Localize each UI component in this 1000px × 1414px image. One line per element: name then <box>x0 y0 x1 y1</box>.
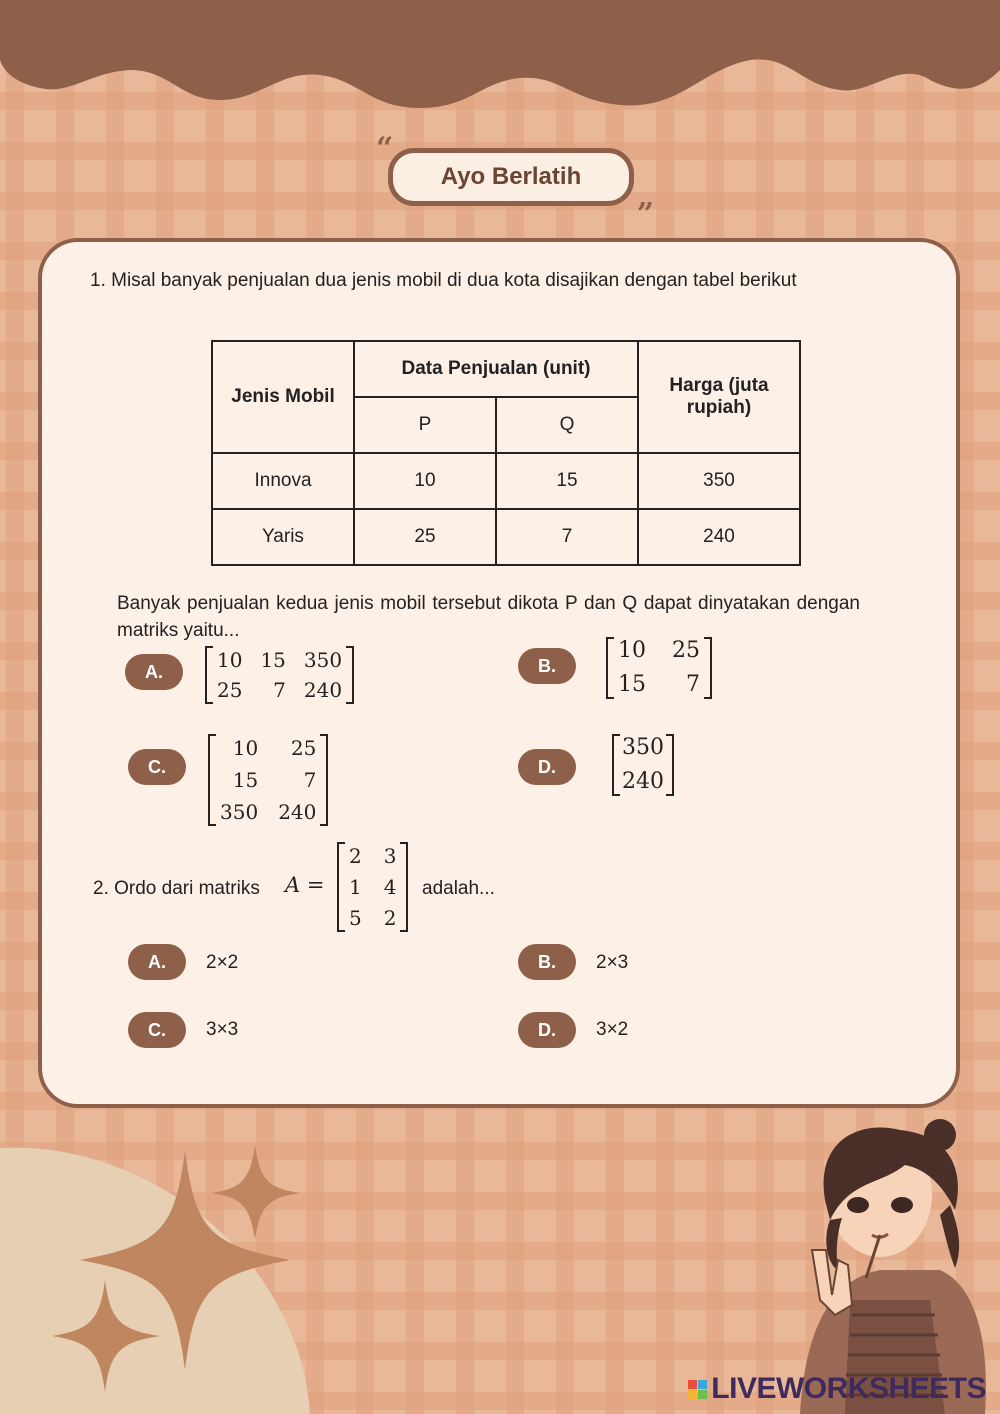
bottom-decoration <box>0 1100 1000 1414</box>
q2-option-b-text[interactable]: 2×3 <box>596 952 629 973</box>
liveworksheets-icon <box>688 1380 707 1399</box>
matrix-entry: 5 <box>349 906 362 930</box>
open-quote-icon: “ <box>376 131 394 166</box>
question-1-prompt: Banyak penjualan kedua jenis mobil tersebut dikota P dan Q dapat dinyatakan dengan matriks yaitu... <box>117 593 860 641</box>
matrix-a-symbol: A = <box>285 873 325 897</box>
matrix-entry: 25 <box>217 678 243 702</box>
header-data-penjualan: Data Penjualan (unit) <box>354 341 638 397</box>
cell-name: Yaris <box>212 509 354 565</box>
option-b-button[interactable]: B. <box>518 648 576 684</box>
header-q: Q <box>496 397 638 453</box>
title-banner <box>376 131 654 232</box>
matrix-entry: 350 <box>220 800 259 824</box>
matrix-entry: 25 <box>672 638 700 663</box>
matrix-entry: 10 <box>618 638 646 663</box>
option-c-button[interactable]: C. <box>128 749 186 785</box>
cell-q: 15 <box>496 453 638 509</box>
option-a-matrix[interactable] <box>205 646 354 704</box>
page-title: Ayo Berlatih <box>388 148 634 206</box>
matrix-entry: 350 <box>622 735 664 760</box>
matrix-a <box>337 842 408 932</box>
q2-option-c-button[interactable]: C. <box>128 1012 186 1048</box>
cell-name: Innova <box>212 453 354 509</box>
matrix-entry: 7 <box>273 678 286 702</box>
matrix-entry: 15 <box>618 672 646 697</box>
matrix-entry: 15 <box>232 768 259 792</box>
matrix-entry: 240 <box>622 769 664 794</box>
option-d-matrix[interactable] <box>612 734 674 796</box>
cell-harga: 240 <box>638 509 800 565</box>
q2-option-d-text[interactable]: 3×2 <box>596 1019 629 1040</box>
q2-option-b-button[interactable]: B. <box>518 944 576 980</box>
option-a-button[interactable]: A. <box>125 654 183 690</box>
option-b-matrix[interactable] <box>606 637 712 699</box>
question-2-tail: adalah... <box>422 878 495 899</box>
matrix-entry: 2 <box>349 844 362 868</box>
question-1-text: 1. Misal banyak penjualan dua jenis mobil di dua kota disajikan dengan tabel berikut <box>90 270 797 291</box>
table-row <box>212 453 800 509</box>
cell-q: 7 <box>496 509 638 565</box>
top-drip-decoration <box>0 0 1000 120</box>
close-quote-icon: ” <box>636 197 654 232</box>
brand-text: LIVEWORKSHEETS <box>711 1372 986 1405</box>
matrix-entry: 350 <box>303 648 343 672</box>
sparkle-small-icon <box>212 1145 300 1240</box>
q2-option-c-text[interactable]: 3×3 <box>206 1019 239 1040</box>
matrix-entry: 7 <box>303 768 317 792</box>
header-p: P <box>354 397 496 453</box>
matrix-entry: 1 <box>349 875 362 899</box>
cell-harga: 350 <box>638 453 800 509</box>
q2-option-d-button[interactable]: D. <box>518 1012 576 1048</box>
option-c-matrix[interactable] <box>208 734 328 826</box>
girl-illustration <box>800 1119 986 1414</box>
matrix-entry: 25 <box>290 736 317 760</box>
sales-table <box>211 340 801 566</box>
liveworksheets-logo <box>688 1372 986 1406</box>
table-row <box>212 509 800 565</box>
matrix-entry: 10 <box>232 736 259 760</box>
matrix-entry: 15 <box>260 648 286 672</box>
header-harga: Harga (juta rupiah) <box>638 341 800 453</box>
cell-p: 25 <box>354 509 496 565</box>
matrix-entry: 3 <box>383 844 397 868</box>
matrix-entry: 2 <box>383 906 397 930</box>
header-jenis-mobil: Jenis Mobil <box>212 341 354 453</box>
q2-option-a-text[interactable]: 2×2 <box>206 952 239 973</box>
q2-option-a-button[interactable]: A. <box>128 944 186 980</box>
option-d-button[interactable]: D. <box>518 749 576 785</box>
matrix-entry: 4 <box>383 875 397 899</box>
matrix-entry: 7 <box>686 672 700 697</box>
matrix-entry: 240 <box>303 678 343 702</box>
cell-p: 10 <box>354 453 496 509</box>
matrix-entry: 240 <box>278 800 317 824</box>
matrix-entry: 10 <box>217 648 243 672</box>
question-2-text: 2. Ordo dari matriks <box>93 878 260 899</box>
